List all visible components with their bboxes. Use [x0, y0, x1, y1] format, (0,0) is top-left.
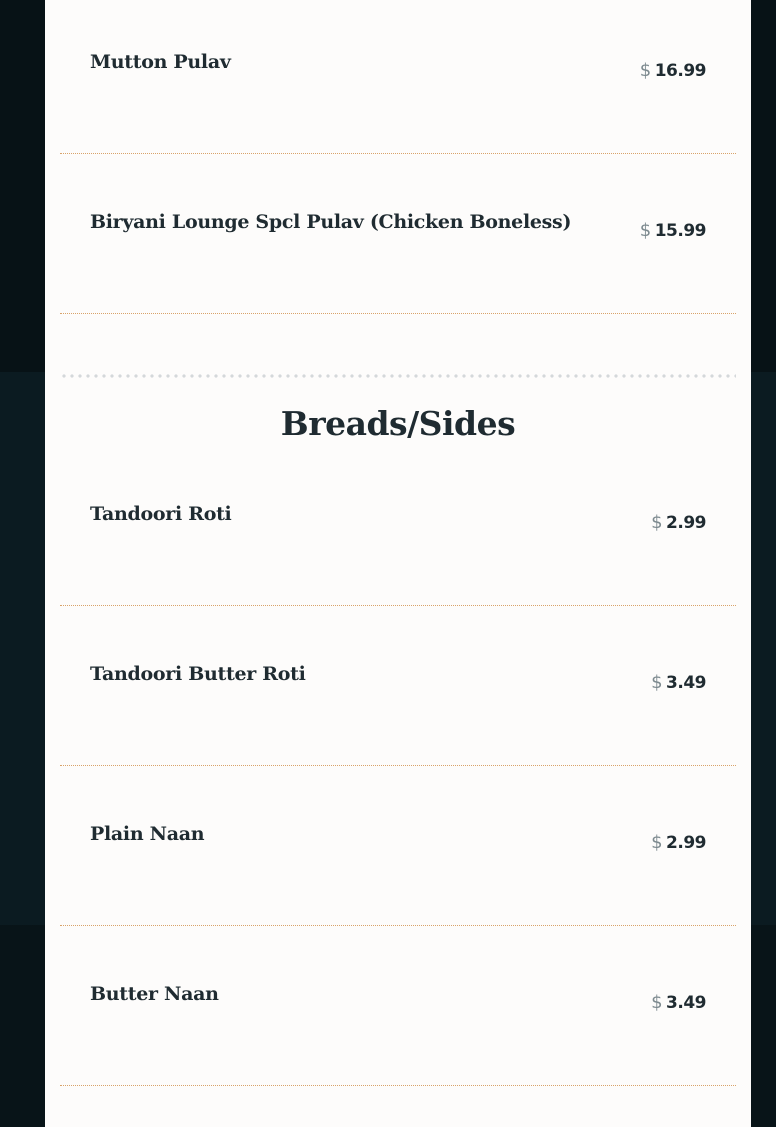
- price-value: 2.99: [666, 833, 706, 853]
- menu-item[interactable]: [60, 154, 736, 314]
- price-value: 16.99: [654, 61, 706, 81]
- price-value: 15.99: [654, 221, 706, 241]
- currency-symbol: $: [651, 672, 663, 693]
- menu-item-name: Tandoori Butter Roti: [90, 663, 306, 685]
- price-value: 3.49: [666, 673, 706, 693]
- menu-item-price: [651, 832, 706, 853]
- currency-symbol: $: [651, 832, 663, 853]
- menu-item[interactable]: [60, 606, 736, 766]
- menu-item-name: Mutton Pulav: [90, 51, 231, 73]
- currency-symbol: $: [639, 60, 651, 81]
- currency-symbol: $: [639, 220, 651, 241]
- menu-item-name: Plain Naan: [90, 823, 205, 845]
- menu-item-name: Butter Naan: [90, 983, 219, 1005]
- menu-item[interactable]: [60, 926, 736, 1086]
- menu-item-price: [651, 992, 706, 1013]
- menu-item-price: [640, 220, 706, 241]
- menu-item[interactable]: [60, 446, 736, 606]
- menu-item-name: Tandoori Roti: [90, 503, 232, 525]
- menu-item[interactable]: [60, 766, 736, 926]
- currency-symbol: $: [651, 512, 663, 533]
- price-value: 3.49: [666, 993, 706, 1013]
- menu-item-price: [651, 512, 706, 533]
- menu-panel: [45, 0, 751, 1127]
- menu-item[interactable]: [60, 0, 736, 154]
- currency-symbol: $: [651, 992, 663, 1013]
- menu-item-price: [640, 60, 706, 81]
- section-title: Breads/Sides: [280, 404, 516, 443]
- section-divider: [60, 374, 736, 378]
- price-value: 2.99: [666, 513, 706, 533]
- menu-item-price: [651, 672, 706, 693]
- menu-item-name: Biryani Lounge Spcl Pulav (Chicken Boneless): [90, 211, 572, 233]
